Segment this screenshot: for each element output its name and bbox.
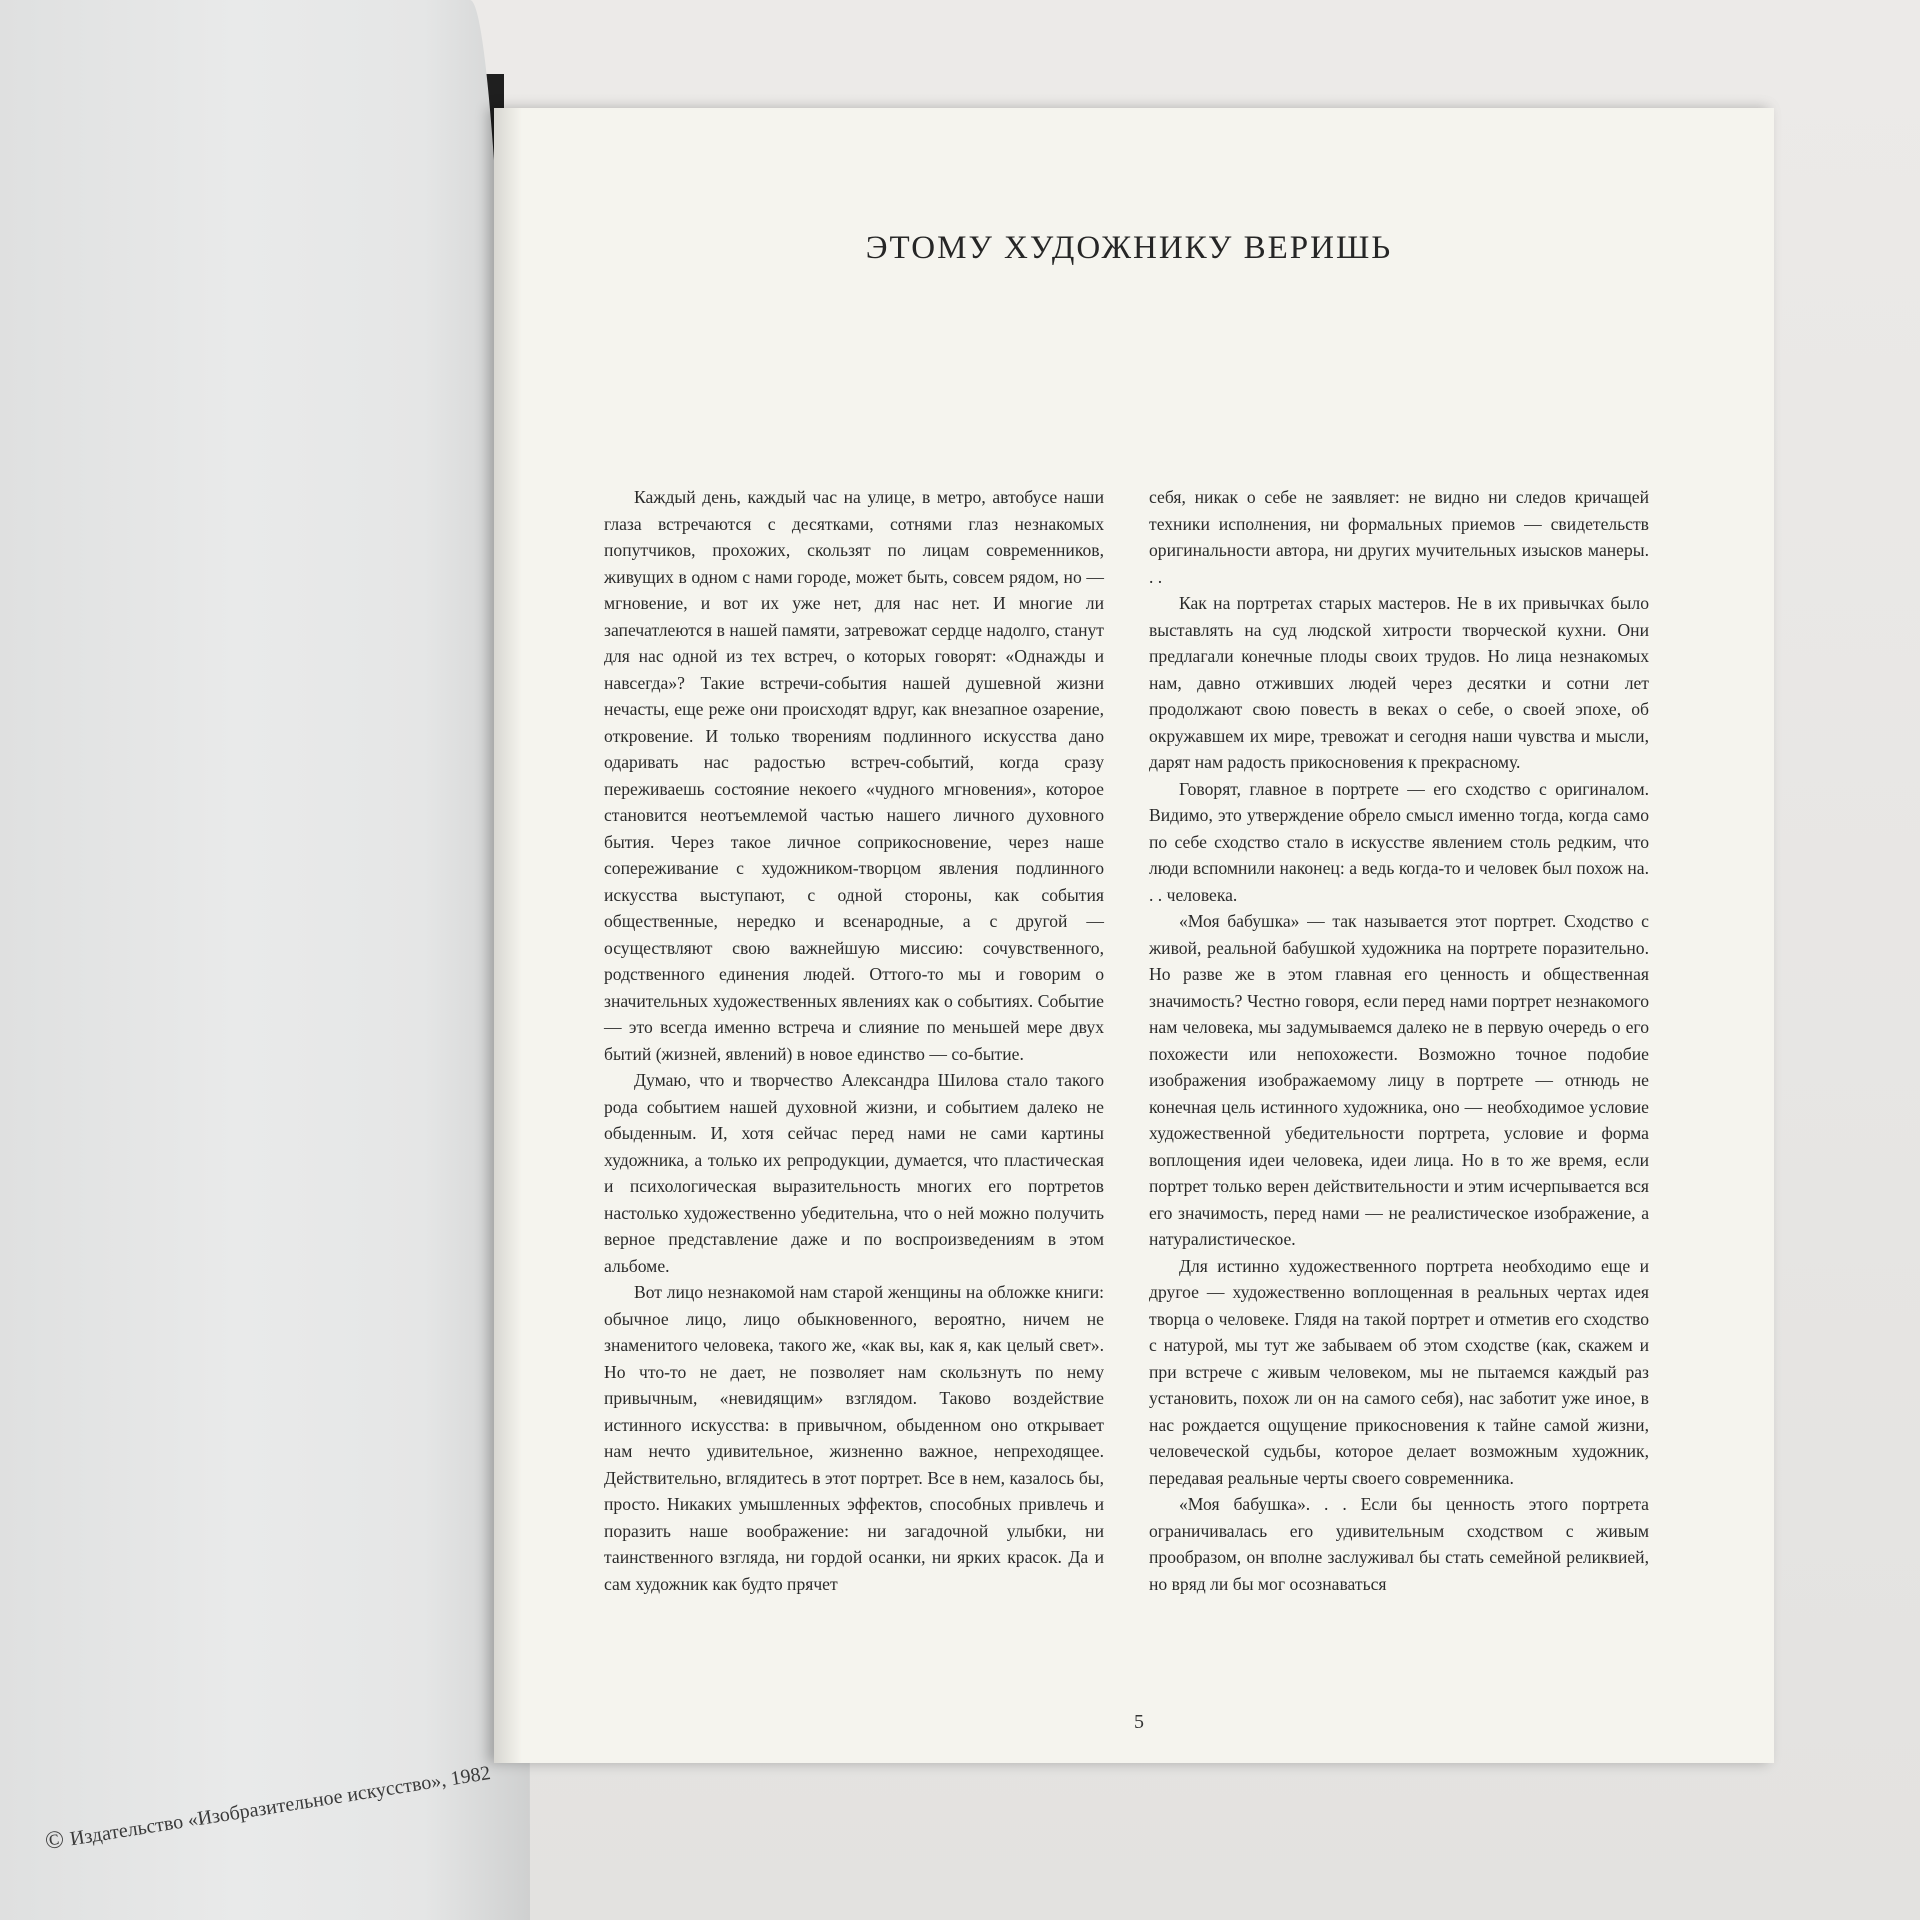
copyright-icon: ©	[43, 1825, 67, 1856]
paragraph: Каждый день, каждый час на улице, в метро, автобусе наши глаза встречаются с десятками, сотнями глаз незнакомых попутчиков, прохожих, скользят по лицам современников, живущих в одном с нами городе, может быть, совсем рядом, но — мгновение, и вот их уже нет, для нас нет. И многие ли запечатлеются в нашей памяти, затревожат сердце надолго, станут для нас одной из тех встреч, о которых говорят: «Однажды и навсегда»? Такие встречи-события нашей душевной жизни нечасты, еще реже они происходят вдруг, как внезапное озарение, откровение. И только творениям подлинного искусства дано одаривать нас радостью встреч-событий, когда сразу переживаешь состояние некоего «чудного мгновения», которое становится неотъемлемой частью нашего личного духовного бытия. Через такое личное соприкосновение, через наше сопереживание с художником-творцом явления подлинного искусства выступают, с одной стороны, как события общественные, нередко и всенародные, а с другой — осуществляют свою важнейшую миссию: сочувственного, родственного единения людей. Оттого-то мы и говорим о значительных художественных явлениях как о событиях. Событие — это всегда именно встреча и слияние по меньшей мере двух бытий (жизней, явлений) в новое единство — со-бытие.	[604, 487, 1104, 1064]
copyright-text: Издательство «Изобразительное искусство», 1982	[68, 1762, 493, 1851]
gutter-shadow	[494, 108, 522, 1763]
page-number: 5	[1134, 1711, 1144, 1733]
paragraph: «Моя бабушка». . . Если бы ценность этого портрета ограничивалась его удивительным сходством с живым прообразом, он вполне заслуживал бы стать семейной реликвией, но вряд ли бы мог осознаваться	[1149, 1494, 1649, 1594]
copyright-notice	[43, 1753, 524, 1872]
text-column-right	[1149, 484, 1649, 1597]
text-column-left	[604, 484, 1104, 1597]
paragraph: Для истинно художественного портрета необходимо еще и другое — художественно воплощенная в реальных чертах идея творца о человеке. Глядя на такой портрет и отметив его сходство с натурой, мы тут же забываем об этом сходстве (как, скажем и при встрече с живым человеком, мы не пытаемся каждый раз установить, похож ли он на самого себя), нас заботит уже иное, в нас рождается ощущение прикосновения к тайне самой жизни, человеческой судьбы, которое делает возможным художник, передавая реальные черты своего современника.	[1149, 1255, 1649, 1488]
paragraph: Думаю, что и творчество Александра Шилова стало такого рода событием нашей духовной жизни, и событием далеко не обыденным. И, хотя сейчас перед нами не сами картины художника, а только их репродукции, думается, что пластическая и психологическая выразительность многих его портретов настолько художественно убедительна, что о ней можно получить верное представление даже и по воспроизведениям в этом альбоме.	[604, 1070, 1104, 1276]
paragraph: Говорят, главное в портрете — его сходство с оригиналом. Видимо, это утверждение обрело смысл именно тогда, когда само по себе сходство стало в искусстве явлением столь редким, что люди вспомнили наконец: а ведь когда-то и человек был похож на. . . человека.	[1149, 778, 1649, 905]
left-page	[0, 0, 530, 1920]
paragraph: «Моя бабушка» — так называется этот портрет. Сходство с живой, реальной бабушкой художника на портрете поразительно. Но разве же в этом главная его ценность и общественная значимость? Честно говоря, если перед нами портрет незнакомого нам человека, мы задумываемся далеко не в первую очередь о его похожести или непохожести. Возможно точное подобие изображения изображаемому лицу в портрете — отнюдь не конечная цель истинного художника, оно — необходимое условие художественной убедительности портрета, условие и форма воплощения идеи человека, идеи лица. Но в то же время, если портрет только верен действительности и этим исчерпывается вся его значимость, перед нами — не реалистическое изображение, а натуралистическое.	[1149, 911, 1649, 1249]
paragraph: Как на портретах старых мастеров. Не в их привычках было выставлять на суд людской хитрости творческой кухни. Они предлагали конечные плоды своих трудов. Но лица незнакомых нам, давно отживших людей через десятки и сотни лет продолжают свою повесть в веках о себе, о своей эпохе, об окружавшем их мире, тревожат и сегодня наши чувства и мысли, дарят нам радость прикосновения к прекрасному.	[1149, 593, 1649, 772]
page-title: ЭТОМУ ХУДОЖНИКУ ВЕРИШЬ	[865, 230, 1393, 266]
paragraph: себя, никак о себе не заявляет: не видно ни следов кричащей техники исполнения, ни формальных приемов — свидетельств оригинальности автора, ни других мучительных изысков манеры. . .	[1149, 487, 1649, 587]
right-page	[494, 108, 1774, 1763]
paragraph: Вот лицо незнакомой нам старой женщины на обложке книги: обычное лицо, лицо обыкновенного, вероятно, ничем не знаменитого человека, такого же, «как вы, как я, как целый свет». Но что-то не дает, не позволяет нам скользнуть по нему привычным, «невидящим» взглядом. Таково воздействие истинного искусства: в привычном, обыденном оно открывает нам нечто удивительное, жизненно важное, непреходящее. Действительно, вглядитесь в этот портрет. Все в нем, казалось бы, просто. Никаких умышленных эффектов, способных привлечь и поразить наше воображение: ни загадочной улыбки, ни таинственного взгляда, ни гордой осанки, ни ярких красок. Да и сам художник как будто прячет	[604, 1282, 1104, 1594]
